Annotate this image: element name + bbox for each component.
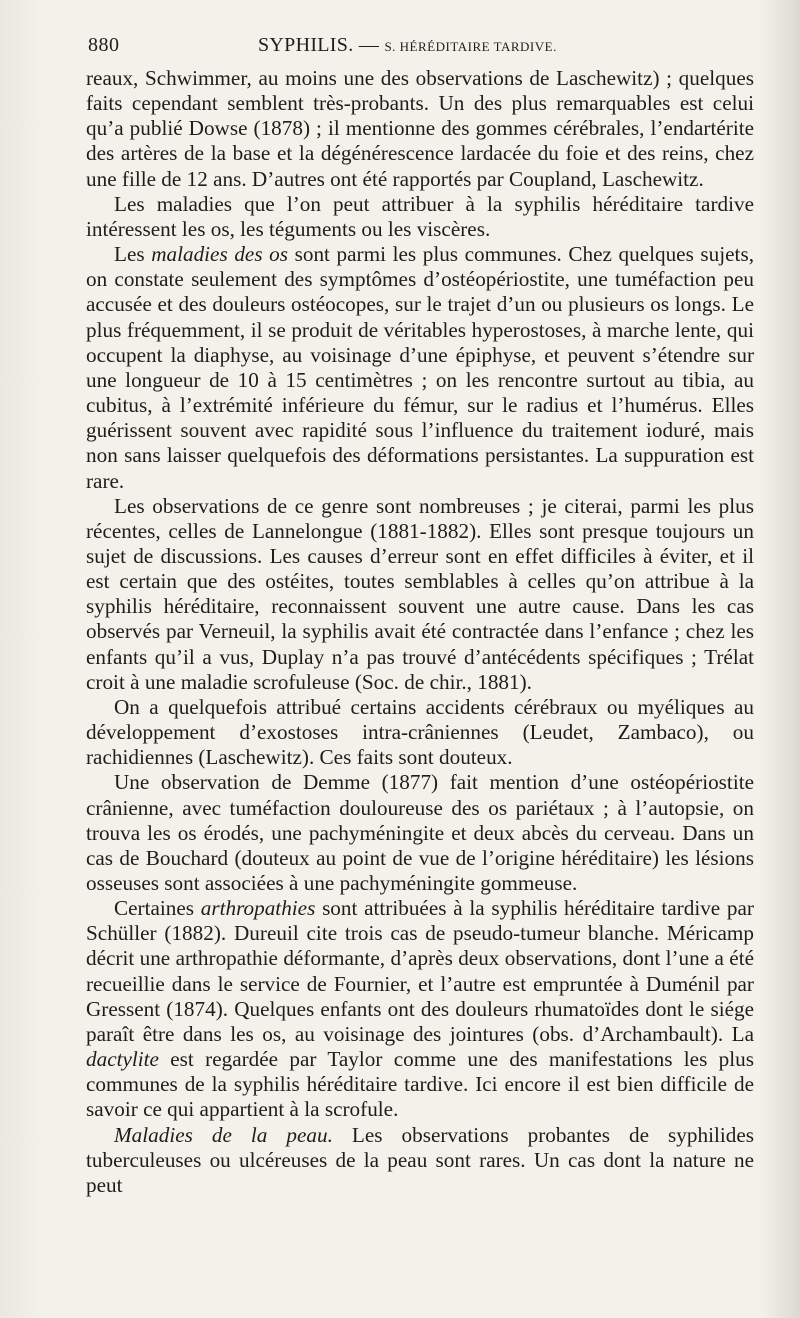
- paragraph-p1: [86, 66, 754, 192]
- running-head-separator: —: [358, 34, 380, 56]
- italic-term: dactylite: [86, 1047, 159, 1072]
- paragraph-p4: [86, 494, 754, 695]
- text-run: On a quelquefois attribué certains accidents cérébraux ou myéliques au développement d’exostoses intra-crâniennes (Leudet, Zambaco), ou rachidiennes (Laschewitz). Ces faits sont douteux.: [86, 694, 754, 770]
- italic-term: maladies des os: [151, 242, 289, 267]
- text-run: Certaines: [114, 896, 201, 921]
- paragraph-p5: [86, 695, 754, 770]
- paragraph-p2: [86, 192, 754, 242]
- paragraph-p6: [86, 770, 754, 896]
- italic-term: Maladies de la peau.: [114, 1122, 333, 1147]
- page-number: 880: [88, 34, 120, 56]
- text-run: est regardée par Taylor comme une des manifestations les plus communes de la syphilis héréditaire tardive. Ici encore il est bien difficile de savoir ce qui appartient à la scrofule.: [86, 1047, 754, 1122]
- text-run: sont parmi les plus communes. Chez quelques sujets, on constate seulement des symptômes d’ostéopériostite, une tuméfaction peu accusée et des douleurs ostéocopes, sur le trajet d’un ou plusieurs os longs. Le plus fréquemment, il se produit de véritables hyperostoses, à marche lente, qui occupent la diaphyse, au voisinage d’une épiphyse, et peuvent s’étendre sur une longueur de 10 à 15 centimètres ; on les rencontre surtout au tibia, au cubitus, à l’extrémité inférieure du fémur, sur le radius et l’humérus. Elles guérissent souvent avec rapidité sous l’influence du traitement ioduré, mais non sans laisser quelquefois des déformations persistantes. La suppuration est rare.: [86, 242, 754, 493]
- text-run: Une observation de Demme (1877) fait mention d’une ostéopériostite crânienne, avec tuméfaction douloureuse des os pariétaux ; à l’autopsie, on trouva les os érodés, une pachyméningite et deux abcès du cerveau. Dans un cas de Bouchard (douteux au point de vue de l’origine héréditaire) les lésions osseuses sont associées à une pachyméningite gommeuse.: [86, 770, 754, 895]
- running-head-title: SYPHILIS.: [258, 34, 354, 56]
- running-head: [258, 34, 557, 57]
- text-run: sont attribuées à la syphilis héréditaire tardive par Schüller (1882). Dureuil cite trois cas de pseudo-tumeur blanche. Méricamp décrit une arthropathie déformante, d’après deux observations, dont l’une a été recueillie dans le service de Fournier, et l’autre est empruntée à Duménil par Gressent (1874). Quelques enfants ont des douleurs rhumatoïdes dont le siége paraît être dans les os, au voisinage des jointures (obs. d’Archambault). La: [86, 896, 754, 1046]
- text-run: reaux, Schwimmer, au moins une des observations de Laschewitz) ; quelques faits cependant semblent très-probants. Un des plus remarquables est celui qu’a publié Dowse (1878) ; il mentionne des gommes cérébrales, l’endartérite des artères de la base et la dégénérescence lardacée du foie et des reins, chez une fille de 12 ans. D’autres ont été rapportés par Coupland, Laschewitz.: [86, 66, 754, 191]
- text-run: Les: [114, 242, 152, 267]
- running-head-subtitle: S. HÉRÉDITAIRE TARDIVE.: [384, 39, 557, 54]
- paragraph-p8: [86, 1123, 754, 1198]
- page-header: [88, 34, 753, 60]
- italic-term: arthropathies: [200, 896, 316, 921]
- text-run: Les maladies que l’on peut attribuer à la syphilis héréditaire tardive intéressent les os, les téguments ou les viscères.: [86, 191, 754, 241]
- body-text: [86, 66, 754, 1198]
- paragraph-p7: [86, 896, 754, 1122]
- text-run: Les observations probantes de syphilides tuberculeuses ou ulcéreuses de la peau sont rares. Un cas dont la nature ne peut: [86, 1122, 754, 1197]
- paragraph-p3: [86, 242, 754, 494]
- text-run: Les observations de ce genre sont nombreuses ; je citerai, parmi les plus récentes, celles de Lannelongue (1881-1882). Elles sont presque toujours un sujet de discussions. Les causes d’erreur sont en effet difficiles à éviter, et il est certain que des ostéites, toutes semblables à celles qu’on attribue à la syphilis héréditaire, reconnaissent souvent une autre cause. Dans les cas observés par Verneuil, la syphilis avait été contractée dans l’enfance ; chez les enfants qu’il a vus, Duplay n’a pas trouvé d’antécédents spécifiques ; Trélat croit à une maladie scrofuleuse (Soc. de chir., 1881).: [86, 493, 754, 694]
